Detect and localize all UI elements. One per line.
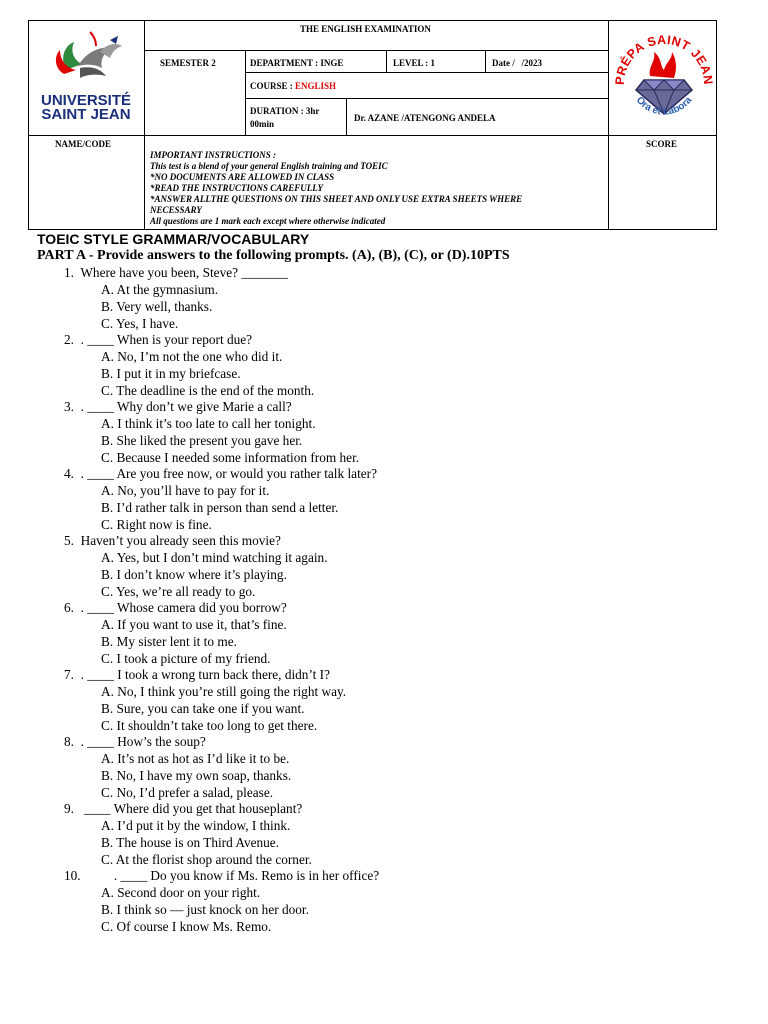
question-1-option-a: A. At the gymnasium.	[101, 282, 219, 297]
level: LEVEL : 1	[393, 58, 436, 68]
question-6-prompt: 6. . ____ Whose camera did you borrow?	[64, 600, 287, 615]
duration-line-1: DURATION : 3hr	[250, 106, 320, 116]
date: Date / /2023	[492, 58, 542, 68]
question-5-option-c: C. Yes, we’re all ready to go.	[101, 584, 256, 599]
instruction-line: *NO DOCUMENTS ARE ALLOWED IN CLASS	[150, 172, 335, 182]
question-8-option-a: A. It’s not as hot as I’d like it to be.	[101, 751, 290, 766]
question-5-prompt: 5. Haven’t you already seen this movie?	[64, 533, 281, 548]
instruction-line: *READ THE INSTRUCTIONS CAREFULLY	[150, 183, 323, 193]
question-3-option-b: B. She liked the present you gave her.	[101, 433, 303, 448]
question-9-option-c: C. At the florist shop around the corner.	[101, 852, 312, 867]
question-2-option-a: A. No, I’m not the one who did it.	[101, 349, 283, 364]
question-2-option-b: B. I put it in my briefcase.	[101, 366, 241, 381]
exam-title: THE ENGLISH EXAMINATION	[300, 24, 431, 34]
course-value: ENGLISH	[295, 81, 337, 91]
instruction-line: IMPORTANT INSTRUCTIONS :	[150, 150, 277, 160]
question-4-option-c: C. Right now is fine.	[101, 517, 212, 532]
question-5-option-a: A. Yes, but I don’t mind watching it again.	[101, 550, 328, 565]
prepa-saint-jean-logo	[610, 22, 718, 136]
question-4-option-b: B. I’d rather talk in person than send a letter.	[101, 500, 339, 515]
header-rule	[245, 98, 608, 99]
logo-left-line-1: UNIVERSITÉ	[40, 92, 131, 109]
question-1-prompt: 1. Where have you been, Steve? _______	[64, 265, 288, 280]
header-divider	[608, 20, 609, 230]
score-label: SCORE	[646, 139, 678, 149]
logo-right-arc: PRÉPA SAINT JEAN	[612, 32, 716, 86]
department: DEPARTMENT : INGE	[250, 58, 344, 68]
question-2-option-c: C. The deadline is the end of the month.	[101, 383, 315, 398]
question-7-option-a: A. No, I think you’re still going the right way.	[101, 684, 347, 699]
question-5-option-b: B. I don’t know where it’s playing.	[101, 567, 287, 582]
course-field	[250, 81, 336, 91]
question-7-option-b: B. Sure, you can take one if you want.	[101, 701, 305, 716]
question-9-prompt: 9. ____ Where did you get that houseplant?	[64, 801, 303, 816]
svg-text:PRÉPA SAINT JEAN	[613, 33, 715, 86]
question-10-option-c: C. Of course I know Ms. Remo.	[101, 919, 272, 934]
question-10-option-b: B. I think so — just knock on her door.	[101, 902, 309, 917]
header-divider	[485, 50, 486, 72]
universite-logo-text	[30, 94, 142, 122]
question-2-prompt: 2. . ____ When is your report due?	[64, 332, 253, 347]
header-divider	[386, 50, 387, 72]
question-6-option-c: C. I took a picture of my friend.	[101, 651, 271, 666]
logo-left-line-2: SAINT JEAN	[41, 106, 131, 123]
duration-line-2: 00min	[250, 119, 275, 129]
question-3-option-c: C. Because I needed some information from her.	[101, 450, 360, 465]
question-3-prompt: 3. . ____ Why don’t we give Marie a call?	[64, 399, 292, 414]
instruction-line: NECESSARY	[150, 205, 202, 215]
question-7-option-c: C. It shouldn’t take too long to get there.	[101, 718, 318, 733]
header-rule	[144, 50, 608, 51]
part-title: PART A - Provide answers to the following prompts. (A), (B), (C), or (D).10PTS	[37, 248, 510, 263]
question-9-option-a: A. I’d put it by the window, I think.	[101, 818, 291, 833]
header-divider	[346, 98, 347, 136]
name-code-label: NAME/CODE	[55, 139, 111, 149]
instructions-block	[150, 150, 605, 227]
instruction-line: This test is a blend of your general English training and TOEIC	[150, 161, 388, 171]
question-8-prompt: 8. . ____ How’s the soup?	[64, 734, 206, 749]
question-4-option-a: A. No, you’ll have to pay for it.	[101, 483, 270, 498]
question-1-option-c: C. Yes, I have.	[101, 316, 179, 331]
question-9-option-b: B. The house is on Third Avenue.	[101, 835, 280, 850]
header-divider	[245, 50, 246, 136]
question-10-option-a: A. Second door on your right.	[101, 885, 261, 900]
semester: SEMESTER 2	[160, 58, 216, 68]
instruction-line: All questions are 1 mark each except where otherwise indicated	[150, 216, 386, 226]
question-7-prompt: 7. . ____ I took a wrong turn back there, didn’t I?	[64, 667, 330, 682]
question-4-prompt: 4. . ____ Are you free now, or would you rather talk later?	[64, 466, 377, 481]
question-6-option-b: B. My sister lent it to me.	[101, 634, 237, 649]
lecturer: Dr. AZANE /ATENGONG ANDELA	[354, 113, 496, 123]
question-6-option-a: A. If you want to use it, that’s fine.	[101, 617, 287, 632]
instruction-line: *ANSWER ALLTHE QUESTIONS ON THIS SHEET AND ONLY USE EXTRA SHEETS WHERE	[150, 194, 523, 204]
question-3-option-a: A. I think it’s too late to call her tonight.	[101, 416, 316, 431]
section-title: TOEIC STYLE GRAMMAR/VOCABULARY	[37, 231, 310, 247]
question-8-option-c: C. No, I’d prefer a salad, please.	[101, 785, 274, 800]
header-rule	[245, 72, 608, 73]
header-divider	[144, 20, 145, 230]
question-8-option-b: B. No, I have my own soap, thanks.	[101, 768, 292, 783]
logo-right-motto: Ora et Labora	[633, 94, 695, 118]
question-10-prompt: 10. . ____ Do you know if Ms. Remo is in her office?	[64, 868, 380, 883]
question-1-option-b: B. Very well, thanks.	[101, 299, 213, 314]
diamond-flame-emblem-icon	[610, 22, 718, 136]
course-label: COURSE :	[250, 81, 296, 91]
